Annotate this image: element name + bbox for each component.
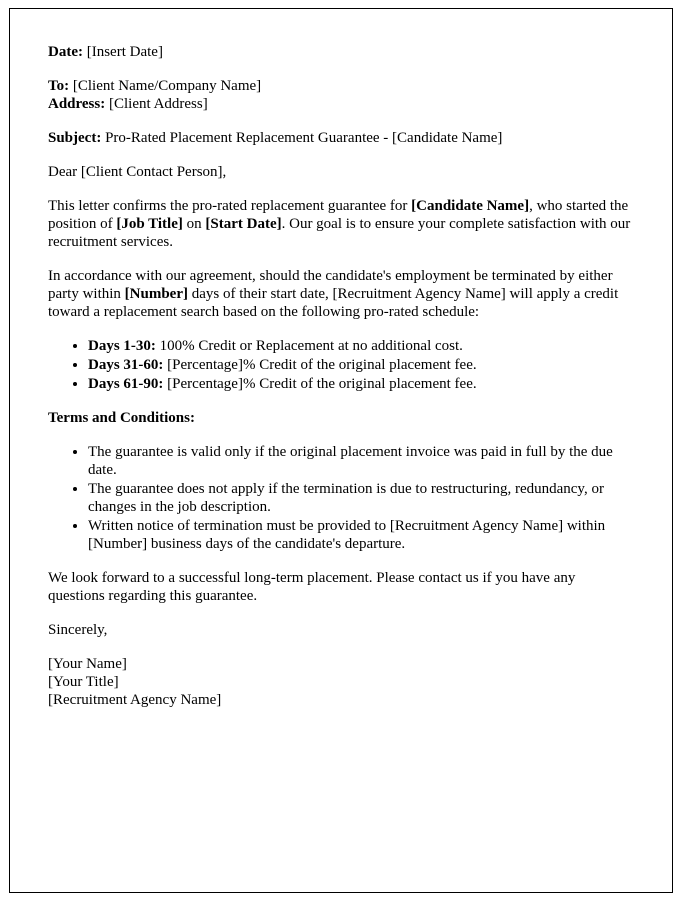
subject-line: Subject: Pro-Rated Placement Replacement Guarantee - [Candidate Name]: [48, 130, 503, 146]
terms-bullet-list: [48, 443, 634, 553]
signoff: Sincerely,: [48, 622, 108, 638]
terms-bullet-item: • The guarantee is valid only if the original placement invoice was paid in full by the due date.: [88, 443, 634, 479]
date-line: Date: [Insert Date]: [48, 44, 163, 60]
signature-block: [48, 655, 634, 709]
signature-line: [Recruitment Agency Name]: [48, 692, 222, 708]
schedule-bullet-list: [48, 337, 634, 393]
address-line: Address: [Client Address]: [48, 96, 208, 112]
closing-paragraph: We look forward to a successful long-term placement. Please contact us if you have any questions regarding this guarantee.: [48, 570, 576, 604]
terms-bullet-item: • The guarantee does not apply if the termination is due to restructuring, redundancy, or changes in the job description.: [88, 480, 634, 516]
terms-heading: Terms and Conditions:: [48, 410, 195, 426]
letter-page: [9, 8, 673, 893]
salutation: Dear [Client Contact Person],: [48, 164, 227, 180]
schedule-bullet-item: • Days 61-90: [Percentage]% Credit of the original placement fee.: [88, 375, 634, 393]
signature-line: [Your Title]: [48, 674, 119, 690]
terms-bullet-item: • Written notice of termination must be provided to [Recruitment Agency Name] within [Number] business days of the candidate's departure.: [88, 517, 634, 553]
schedule-bullet-item: • Days 31-60: [Percentage]% Credit of the original placement fee.: [88, 356, 634, 374]
to-line: To: [Client Name/Company Name]: [48, 78, 262, 94]
schedule-bullet-item: • Days 1-30: 100% Credit or Replacement at no additional cost.: [88, 337, 634, 355]
signature-line: [Your Name]: [48, 656, 127, 672]
agreement-paragraph: In accordance with our agreement, should the candidate's employment be terminated by either party within [Number] days of their start date, [Recruitment Agency Name] will apply a credit toward a replacement search based on the following pro-rated schedule:: [48, 268, 619, 320]
intro-paragraph: This letter confirms the pro-rated replacement guarantee for [Candidate Name], who started the position of [Job Title] on [Start Date]. Our goal is to ensure your complete satisfaction with our recruitment services.: [48, 198, 631, 250]
